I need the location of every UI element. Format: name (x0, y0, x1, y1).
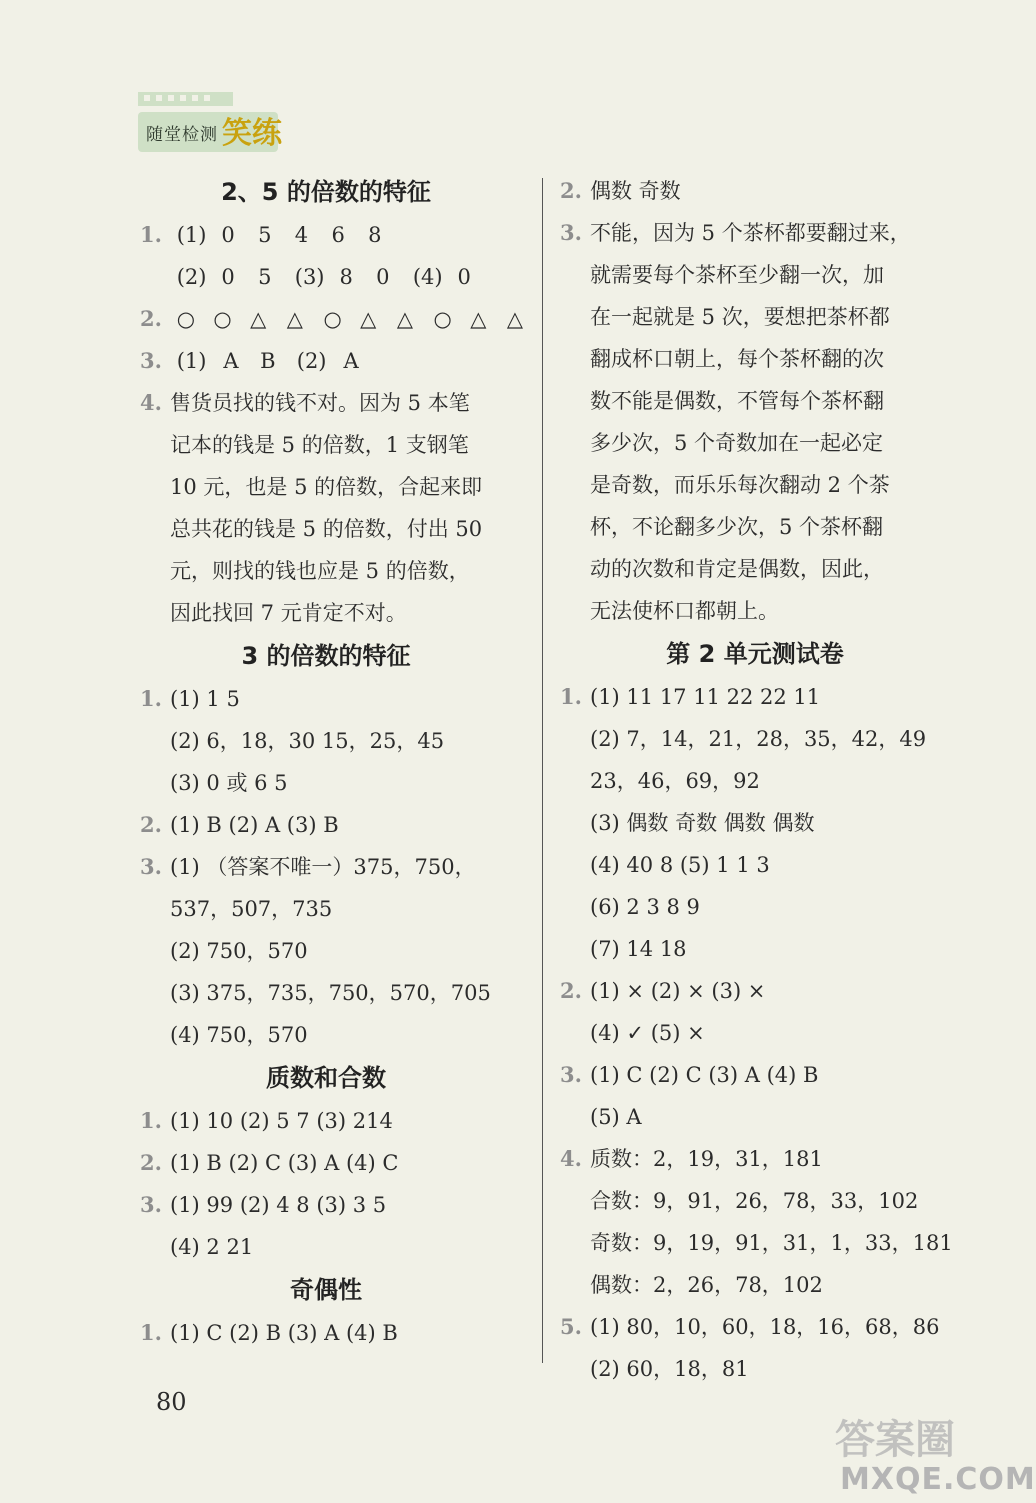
answer-line (560, 676, 950, 718)
answer-line (560, 254, 950, 296)
answer-line (560, 212, 950, 254)
answer-line (560, 380, 950, 422)
answer-text: 动的次数和肯定是偶数，因此， (590, 557, 884, 581)
item-number: 2. (560, 978, 582, 1003)
answer-cell: 5 (258, 223, 272, 247)
item-number: 1. (140, 686, 162, 711)
answer-text: 无法使杯口都朝上。 (590, 599, 779, 623)
watermark-logo: 答案圈 (835, 1417, 955, 1463)
answer-cell: (3) (294, 265, 325, 289)
item-number: 1. (140, 222, 162, 247)
answer-text: (4) ✓ (5) × (590, 1021, 705, 1045)
answer-line (140, 972, 512, 1014)
answer-text: 翻成杯口朝上，每个茶杯翻的次 (590, 347, 884, 371)
answer-line (560, 548, 950, 590)
answer-text: 多少次，5 个奇数加在一起必定 (590, 431, 884, 455)
answer-text: 537，507，735 (170, 897, 333, 921)
answer-text: (1) 11 17 11 22 22 11 (590, 685, 821, 709)
answer-line (560, 886, 950, 928)
answer-line (560, 802, 950, 844)
answer-text: 偶数 奇数 (590, 179, 681, 203)
answer-text: (1) C (2) C (3) A (4) B (590, 1063, 819, 1087)
section-title: 2、5 的倍数的特征 (221, 178, 431, 206)
item-number: 1. (140, 1108, 162, 1133)
answer-text: (3) 偶数 奇数 偶数 偶数 (590, 811, 815, 835)
column-divider (542, 178, 543, 1363)
answer-line (560, 338, 950, 380)
answer-text: 偶数：2，26，78，102 (590, 1273, 823, 1297)
answer-text: 奇数：9，19，91，31，1，33，181 (590, 1231, 953, 1255)
answer-line (560, 1222, 953, 1264)
answer-line (560, 296, 950, 338)
watermark-url: MXQE.COM (840, 1462, 1036, 1497)
answer-line (140, 592, 512, 634)
answer-cell: 0 (457, 265, 471, 289)
answer-cell: 6 (331, 223, 345, 247)
answer-text: (7) 14 18 (590, 937, 687, 961)
answer-text: 在一起就是 5 次，要想把茶杯都 (590, 305, 890, 329)
triangle-symbol: △ (286, 307, 303, 331)
answer-text: (1) B (2) A (3) B (170, 813, 339, 837)
answer-cell: (4) (412, 265, 443, 289)
answer-text: (4) 2 21 (170, 1235, 254, 1259)
answer-cell: 0 (221, 265, 235, 289)
answer-cell: 8 (339, 265, 353, 289)
answer-text: (3) 375，735，750，570，705 (170, 981, 491, 1005)
answer-cell: (1) (176, 223, 207, 247)
answer-text: 23，46，69，92 (590, 769, 760, 793)
circle-symbol: ○ (176, 307, 196, 331)
item-number: 3. (560, 220, 582, 245)
answer-line (560, 844, 950, 886)
answer-line (560, 760, 950, 802)
answer-line (140, 214, 512, 256)
answer-text: 质数：2，19，31，181 (590, 1147, 823, 1171)
answer-cell: A (223, 349, 239, 373)
answer-cell: 4 (294, 223, 309, 247)
answer-line (140, 678, 512, 720)
answer-cell: A (343, 349, 359, 373)
page-number: 80 (156, 1388, 187, 1416)
item-number: 2. (140, 306, 162, 331)
answer-text: 合数：9，91，26，78，33，102 (590, 1189, 919, 1213)
answer-line (140, 1142, 512, 1184)
answer-text: 是奇数，而乐乐每次翻动 2 个茶 (590, 473, 890, 497)
item-number: 5. (560, 1314, 582, 1339)
answer-cell: 8 (368, 223, 382, 247)
item-number: 2. (560, 178, 582, 203)
triangle-symbol: △ (360, 307, 377, 331)
item-number: 2. (140, 1150, 162, 1175)
answer-cell: (1) (176, 349, 207, 373)
answer-cell: 0 (376, 265, 390, 289)
answer-line (140, 340, 512, 382)
triangle-symbol: △ (470, 307, 487, 331)
answer-text: 不能，因为 5 个茶杯都要翻过来， (590, 221, 911, 245)
answer-line (560, 1012, 950, 1054)
answer-text: (2) 6，18，30 15，25，45 (170, 729, 445, 753)
answer-line (140, 930, 512, 972)
answer-text: (1) B (2) C (3) A (4) C (170, 1151, 399, 1175)
answer-line (140, 298, 524, 340)
answer-line (140, 846, 512, 888)
left-column (140, 170, 524, 1354)
answer-text: 10 元，也是 5 的倍数，合起来即 (170, 475, 483, 499)
item-number: 2. (140, 812, 162, 837)
triangle-symbol: △ (250, 307, 267, 331)
circle-symbol: ○ (323, 307, 342, 331)
answer-text: (3) 0 或 6 5 (170, 771, 288, 795)
answer-text: (6) 2 3 8 9 (590, 895, 700, 919)
answer-line (140, 804, 512, 846)
answer-line (140, 382, 512, 424)
section-title: 3 的倍数的特征 (241, 642, 411, 670)
item-number: 1. (140, 1320, 162, 1345)
item-number: 4. (140, 390, 162, 415)
answer-line (560, 1054, 950, 1096)
answer-text: 数不能是偶数，不管每个茶杯翻 (590, 389, 884, 413)
logo-big-text: 笑练 (222, 116, 282, 151)
item-number: 1. (560, 684, 582, 709)
answer-line (560, 1096, 950, 1138)
triangle-symbol: △ (396, 307, 413, 331)
answer-text: 记本的钱是 5 的倍数，1 支钢笔 (170, 433, 469, 457)
answer-line (560, 1264, 950, 1306)
answer-line (560, 506, 950, 548)
section-title: 第 2 单元测试卷 (666, 640, 844, 668)
item-number: 3. (560, 1062, 582, 1087)
answer-line (560, 970, 950, 1012)
answer-text: (1) 99 (2) 4 8 (3) 3 5 (170, 1193, 387, 1217)
answer-cell: (2) (296, 349, 327, 373)
item-number: 3. (140, 348, 162, 373)
answer-text: (1) C (2) B (3) A (4) B (170, 1321, 398, 1345)
answer-line (560, 1138, 950, 1180)
answer-line (140, 762, 512, 804)
answer-line (560, 170, 950, 212)
answer-line (140, 424, 512, 466)
answer-line (140, 1226, 512, 1268)
section-title: 质数和合数 (266, 1064, 386, 1092)
circle-symbol: ○ (213, 307, 232, 331)
answer-text: (5) A (590, 1105, 642, 1129)
answer-line (140, 1014, 512, 1056)
answer-line (560, 928, 950, 970)
answer-text: 杯，不论翻多少次，5 个茶杯翻 (590, 515, 884, 539)
circle-symbol: ○ (433, 307, 452, 331)
item-number: 3. (140, 1192, 162, 1217)
answer-line (140, 1184, 512, 1226)
answer-text: 总共花的钱是 5 的倍数，付出 50 (170, 517, 483, 541)
answer-line (560, 422, 950, 464)
answer-text: (4) 40 8 (5) 1 1 3 (590, 853, 770, 877)
answer-text: (1) 80，10，60，18，16，68，86 (590, 1315, 940, 1339)
logo-text: 随堂检测 (146, 125, 218, 145)
answer-line (560, 590, 950, 632)
answer-line (140, 1100, 512, 1142)
answer-text: 元，则找的钱也应是 5 的倍数， (170, 559, 470, 583)
answer-text: (4) 750，570 (170, 1023, 308, 1047)
answer-line (140, 720, 512, 762)
answer-line (140, 1312, 512, 1354)
answer-text: (1) 1 5 (170, 687, 240, 711)
answer-text: 售货员找的钱不对。因为 5 本笔 (170, 391, 470, 415)
answer-line (560, 1306, 950, 1348)
answer-text: (1) （答案不唯一）375，750， (170, 855, 476, 879)
answer-cell: (2) (176, 265, 207, 289)
answer-cell: B (260, 349, 276, 373)
answer-text: (2) 750，570 (170, 939, 308, 963)
answer-line (140, 508, 512, 550)
answer-text: (1) 10 (2) 5 7 (3) 214 (170, 1109, 393, 1133)
answer-line (140, 550, 512, 592)
right-column (560, 170, 953, 1390)
item-number: 3. (140, 854, 162, 879)
answer-line (560, 464, 950, 506)
answer-cell: 5 (258, 265, 272, 289)
answer-line (140, 888, 512, 930)
answer-text: 就需要每个茶杯至少翻一次，加 (590, 263, 884, 287)
answer-line (560, 718, 950, 760)
section-title: 奇偶性 (290, 1276, 362, 1304)
answer-text: (1) × (2) × (3) × (590, 979, 766, 1003)
answer-line (560, 1348, 950, 1390)
answer-line (140, 256, 512, 298)
answer-text: (2) 7，14，21，28，35，42，49 (590, 727, 927, 751)
answer-line (560, 1180, 950, 1222)
item-number: 4. (560, 1146, 582, 1171)
triangle-symbol: △ (506, 307, 524, 331)
answer-line (140, 466, 512, 508)
answer-cell: 0 (221, 223, 235, 247)
answer-text: (2) 60，18，81 (590, 1357, 749, 1381)
answer-text: 因此找回 7 元肯定不对。 (170, 601, 407, 625)
